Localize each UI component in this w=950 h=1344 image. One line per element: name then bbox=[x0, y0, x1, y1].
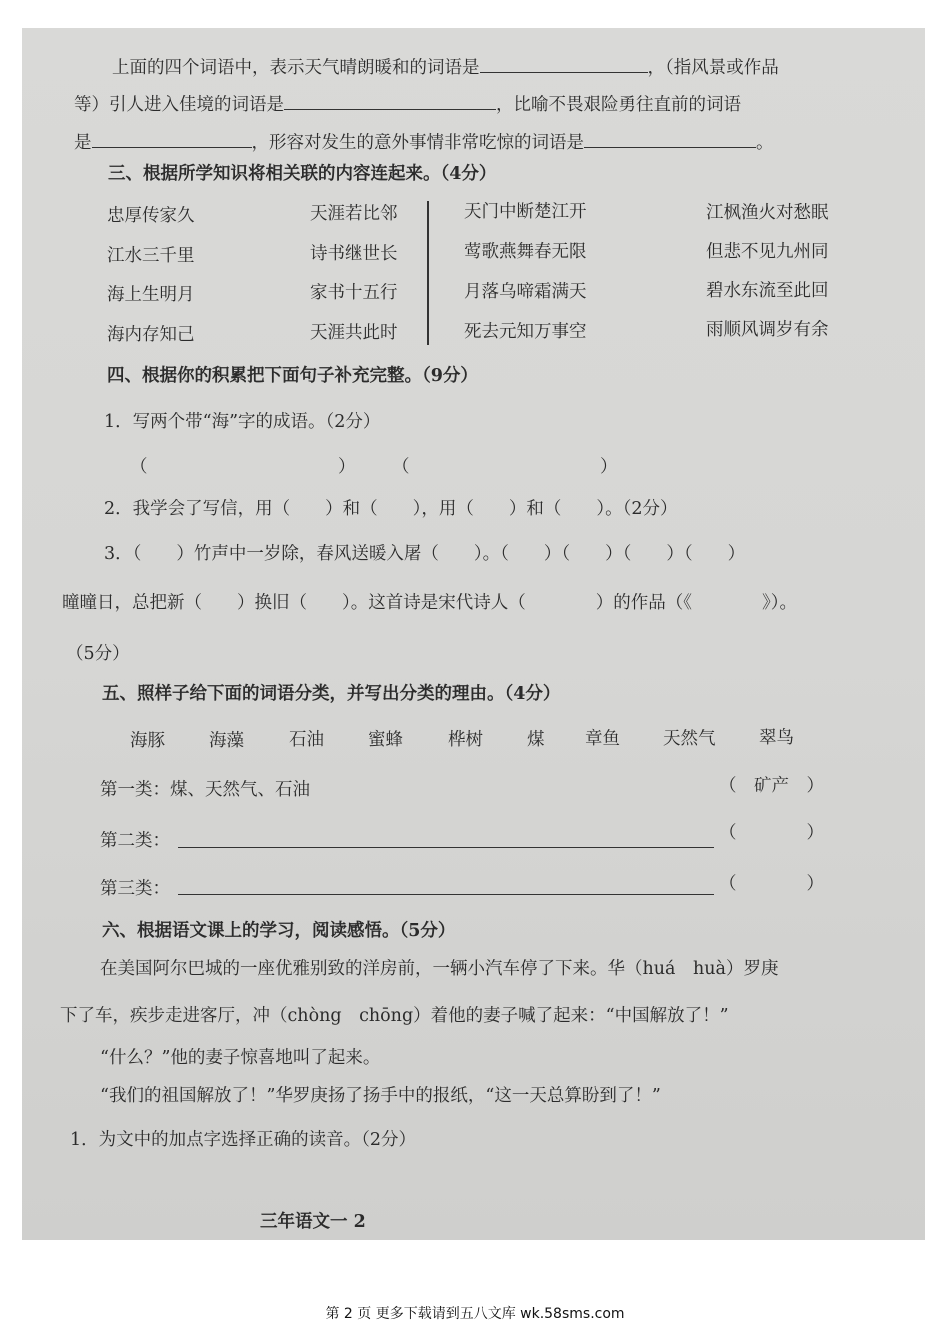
passage-line: “什么？”他的妻子惊喜地叫了起来。 bbox=[100, 1048, 381, 1068]
paren-close[interactable]: ） bbox=[600, 457, 618, 477]
col3-item[interactable]: 死去元知万事空 bbox=[464, 322, 587, 342]
col2-item[interactable]: 诗书继世长 bbox=[310, 244, 398, 264]
word-item: 桦树 bbox=[448, 730, 483, 750]
col1-item[interactable]: 忠厚传家久 bbox=[107, 206, 195, 226]
s4-q3-points: （5分） bbox=[66, 644, 130, 664]
q2-line-2: 等）引人进入佳境的词语是 ，比喻不畏艰险勇往直前的词语 bbox=[74, 95, 741, 115]
word-item: 翠鸟 bbox=[759, 728, 794, 748]
paren-open[interactable]: （ bbox=[130, 457, 148, 477]
page-label: 三年语文一 2 bbox=[260, 1212, 366, 1232]
category-2-reason[interactable]: （ ） bbox=[719, 823, 824, 843]
col4-item[interactable]: 江枫渔火对愁眠 bbox=[706, 203, 829, 223]
q2-line-1: 上面的四个词语中，表示天气晴朗暖和的词语是 ，（指风景或作品 bbox=[112, 58, 779, 78]
paren-open[interactable]: （ bbox=[392, 457, 410, 477]
answer-blank[interactable] bbox=[92, 133, 252, 148]
col2-item[interactable]: 天涯若比邻 bbox=[310, 204, 398, 224]
col3-item[interactable]: 莺歌燕舞春无限 bbox=[464, 242, 587, 262]
category-2-label: 第二类： bbox=[100, 831, 170, 851]
s6-q1: 1．为文中的加点字选择正确的读音。（2分） bbox=[70, 1130, 417, 1150]
word-item: 海藻 bbox=[209, 731, 244, 751]
word-item: 石油 bbox=[289, 730, 324, 750]
answer-blank[interactable] bbox=[284, 95, 496, 110]
passage-line: “我们的祖国解放了！”华罗庚扬了扬手中的报纸，“这一天总算盼到了！” bbox=[100, 1086, 661, 1106]
scanned-page bbox=[22, 28, 925, 1240]
section3-title: 三、根据所学知识将相关联的内容连起来。（4分） bbox=[108, 164, 497, 184]
word-item: 蜜蜂 bbox=[368, 730, 403, 750]
word-item: 天然气 bbox=[663, 729, 716, 749]
s4-q1: 1．写两个带“海”字的成语。（2分） bbox=[104, 412, 381, 432]
s4-q3-line1[interactable]: 3．（ ）竹声中一岁除，春风送暖入屠（ ）。（ ）（ ）（ ）（ ） bbox=[104, 544, 746, 564]
col1-item[interactable]: 海上生明月 bbox=[107, 285, 195, 305]
s4-q3-line2[interactable]: 曈曈日，总把新（ ）换旧（ ）。这首诗是宋代诗人（ ）的作品（《 》）。 bbox=[62, 593, 797, 613]
category-3-blank[interactable] bbox=[178, 894, 714, 895]
col4-item[interactable]: 但悲不见九州同 bbox=[706, 242, 829, 262]
category-2-blank[interactable] bbox=[178, 847, 714, 848]
download-footer[interactable]: 第 2 页 更多下载请到五八文库 wk.58sms.com bbox=[325, 1306, 625, 1322]
category-1-label: 第一类：煤、天然气、石油 bbox=[100, 780, 310, 800]
q2-line-3: 是 ，形容对发生的意外事情非常吃惊的词语是 。 bbox=[74, 133, 774, 153]
col4-item[interactable]: 碧水东流至此回 bbox=[706, 281, 829, 301]
col1-item[interactable]: 海内存知己 bbox=[107, 325, 195, 345]
s4-q2[interactable]: 2．我学会了写信，用（ ）和（ ），用（ ）和（ ）。（2分） bbox=[104, 499, 678, 519]
category-3-label: 第三类： bbox=[100, 879, 170, 899]
col2-item[interactable]: 天涯共此时 bbox=[310, 323, 398, 343]
word-item: 煤 bbox=[527, 730, 545, 750]
paren-close[interactable]: ） bbox=[338, 457, 356, 477]
category-1-reason: （ 矿产 ） bbox=[719, 776, 824, 796]
col4-item[interactable]: 雨顺风调岁有余 bbox=[706, 320, 829, 340]
section5-title: 五、照样子给下面的词语分类，并写出分类的理由。（4分） bbox=[102, 684, 561, 704]
category-3-reason[interactable]: （ ） bbox=[719, 874, 824, 894]
word-item: 海豚 bbox=[130, 731, 165, 751]
col1-item[interactable]: 江水三千里 bbox=[107, 246, 195, 266]
word-item: 章鱼 bbox=[585, 729, 620, 749]
answer-blank[interactable] bbox=[480, 58, 648, 73]
section4-title: 四、根据你的积累把下面句子补充完整。（9分） bbox=[107, 366, 478, 386]
answer-blank[interactable] bbox=[584, 133, 756, 148]
col2-item[interactable]: 家书十五行 bbox=[310, 283, 398, 303]
column-divider bbox=[427, 201, 429, 345]
section6-title: 六、根据语文课上的学习，阅读感悟。（5分） bbox=[102, 921, 456, 941]
col3-item[interactable]: 天门中断楚江开 bbox=[464, 202, 587, 222]
passage-line: 下了车，疾步走进客厅，冲（chòng chōng）着他的妻子喊了起来：“中国解放了！” bbox=[60, 1006, 729, 1026]
col3-item[interactable]: 月落乌啼霜满天 bbox=[464, 282, 587, 302]
passage-line: 在美国阿尔巴城的一座优雅别致的洋房前，一辆小汽车停了下来。华（huá huà）罗庚 bbox=[100, 959, 779, 979]
